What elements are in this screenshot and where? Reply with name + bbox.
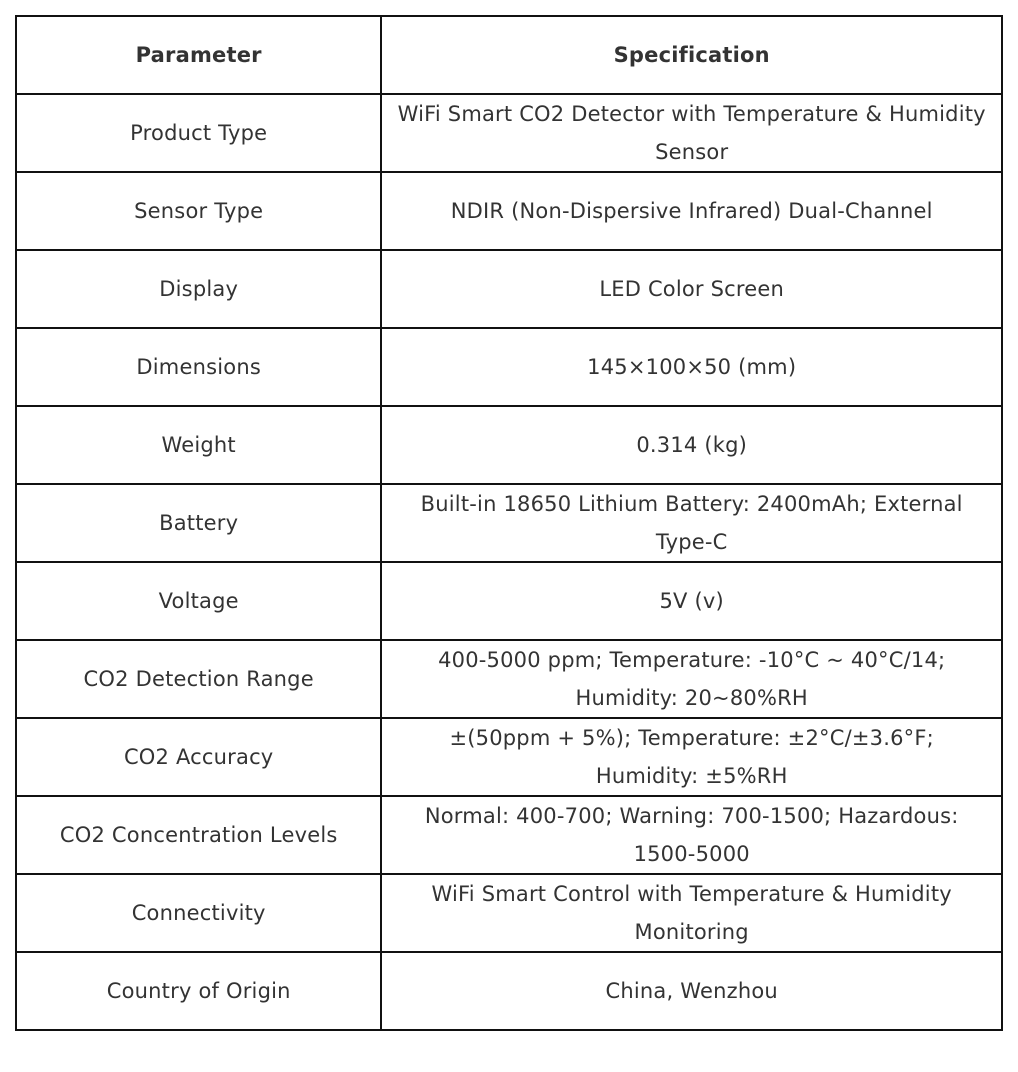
header-parameter: Parameter	[16, 16, 381, 94]
table-header-row	[16, 16, 1002, 94]
table-row	[16, 952, 1002, 1030]
table-row	[16, 328, 1002, 406]
specification-cell: Built-in 18650 Lithium Battery: 2400mAh; External Type-C	[381, 484, 1002, 562]
parameter-cell: Weight	[16, 406, 381, 484]
parameter-cell: Country of Origin	[16, 952, 381, 1030]
parameter-cell: Display	[16, 250, 381, 328]
specification-cell: NDIR (Non-Dispersive Infrared) Dual-Channel	[381, 172, 1002, 250]
specification-cell: ±(50ppm + 5%); Temperature: ±2°C/±3.6°F; Humidity: ±5%RH	[381, 718, 1002, 796]
table-row	[16, 718, 1002, 796]
parameter-cell: CO2 Accuracy	[16, 718, 381, 796]
specification-cell: 400-5000 ppm; Temperature: -10°C ~ 40°C/14; Humidity: 20~80%RH	[381, 640, 1002, 718]
specification-cell: 145×100×50 (mm)	[381, 328, 1002, 406]
specification-cell: WiFi Smart CO2 Detector with Temperature & Humidity Sensor	[381, 94, 1002, 172]
parameter-cell: CO2 Concentration Levels	[16, 796, 381, 874]
table-row	[16, 94, 1002, 172]
parameter-cell: Sensor Type	[16, 172, 381, 250]
table-row	[16, 250, 1002, 328]
specification-cell: 0.314 (kg)	[381, 406, 1002, 484]
table-row	[16, 406, 1002, 484]
specification-cell: 5V (v)	[381, 562, 1002, 640]
specification-cell: China, Wenzhou	[381, 952, 1002, 1030]
header-specification: Specification	[381, 16, 1002, 94]
table-row	[16, 640, 1002, 718]
parameter-cell: CO2 Detection Range	[16, 640, 381, 718]
specification-cell: WiFi Smart Control with Temperature & Humidity Monitoring	[381, 874, 1002, 952]
parameter-cell: Dimensions	[16, 328, 381, 406]
table-row	[16, 796, 1002, 874]
parameter-cell: Connectivity	[16, 874, 381, 952]
table-row	[16, 874, 1002, 952]
parameter-cell: Battery	[16, 484, 381, 562]
parameter-cell: Product Type	[16, 94, 381, 172]
specification-cell: Normal: 400-700; Warning: 700-1500; Hazardous: 1500-5000	[381, 796, 1002, 874]
table-row	[16, 562, 1002, 640]
specification-cell: LED Color Screen	[381, 250, 1002, 328]
parameter-cell: Voltage	[16, 562, 381, 640]
spec-table	[15, 15, 1003, 1031]
table-row	[16, 484, 1002, 562]
table-row	[16, 172, 1002, 250]
